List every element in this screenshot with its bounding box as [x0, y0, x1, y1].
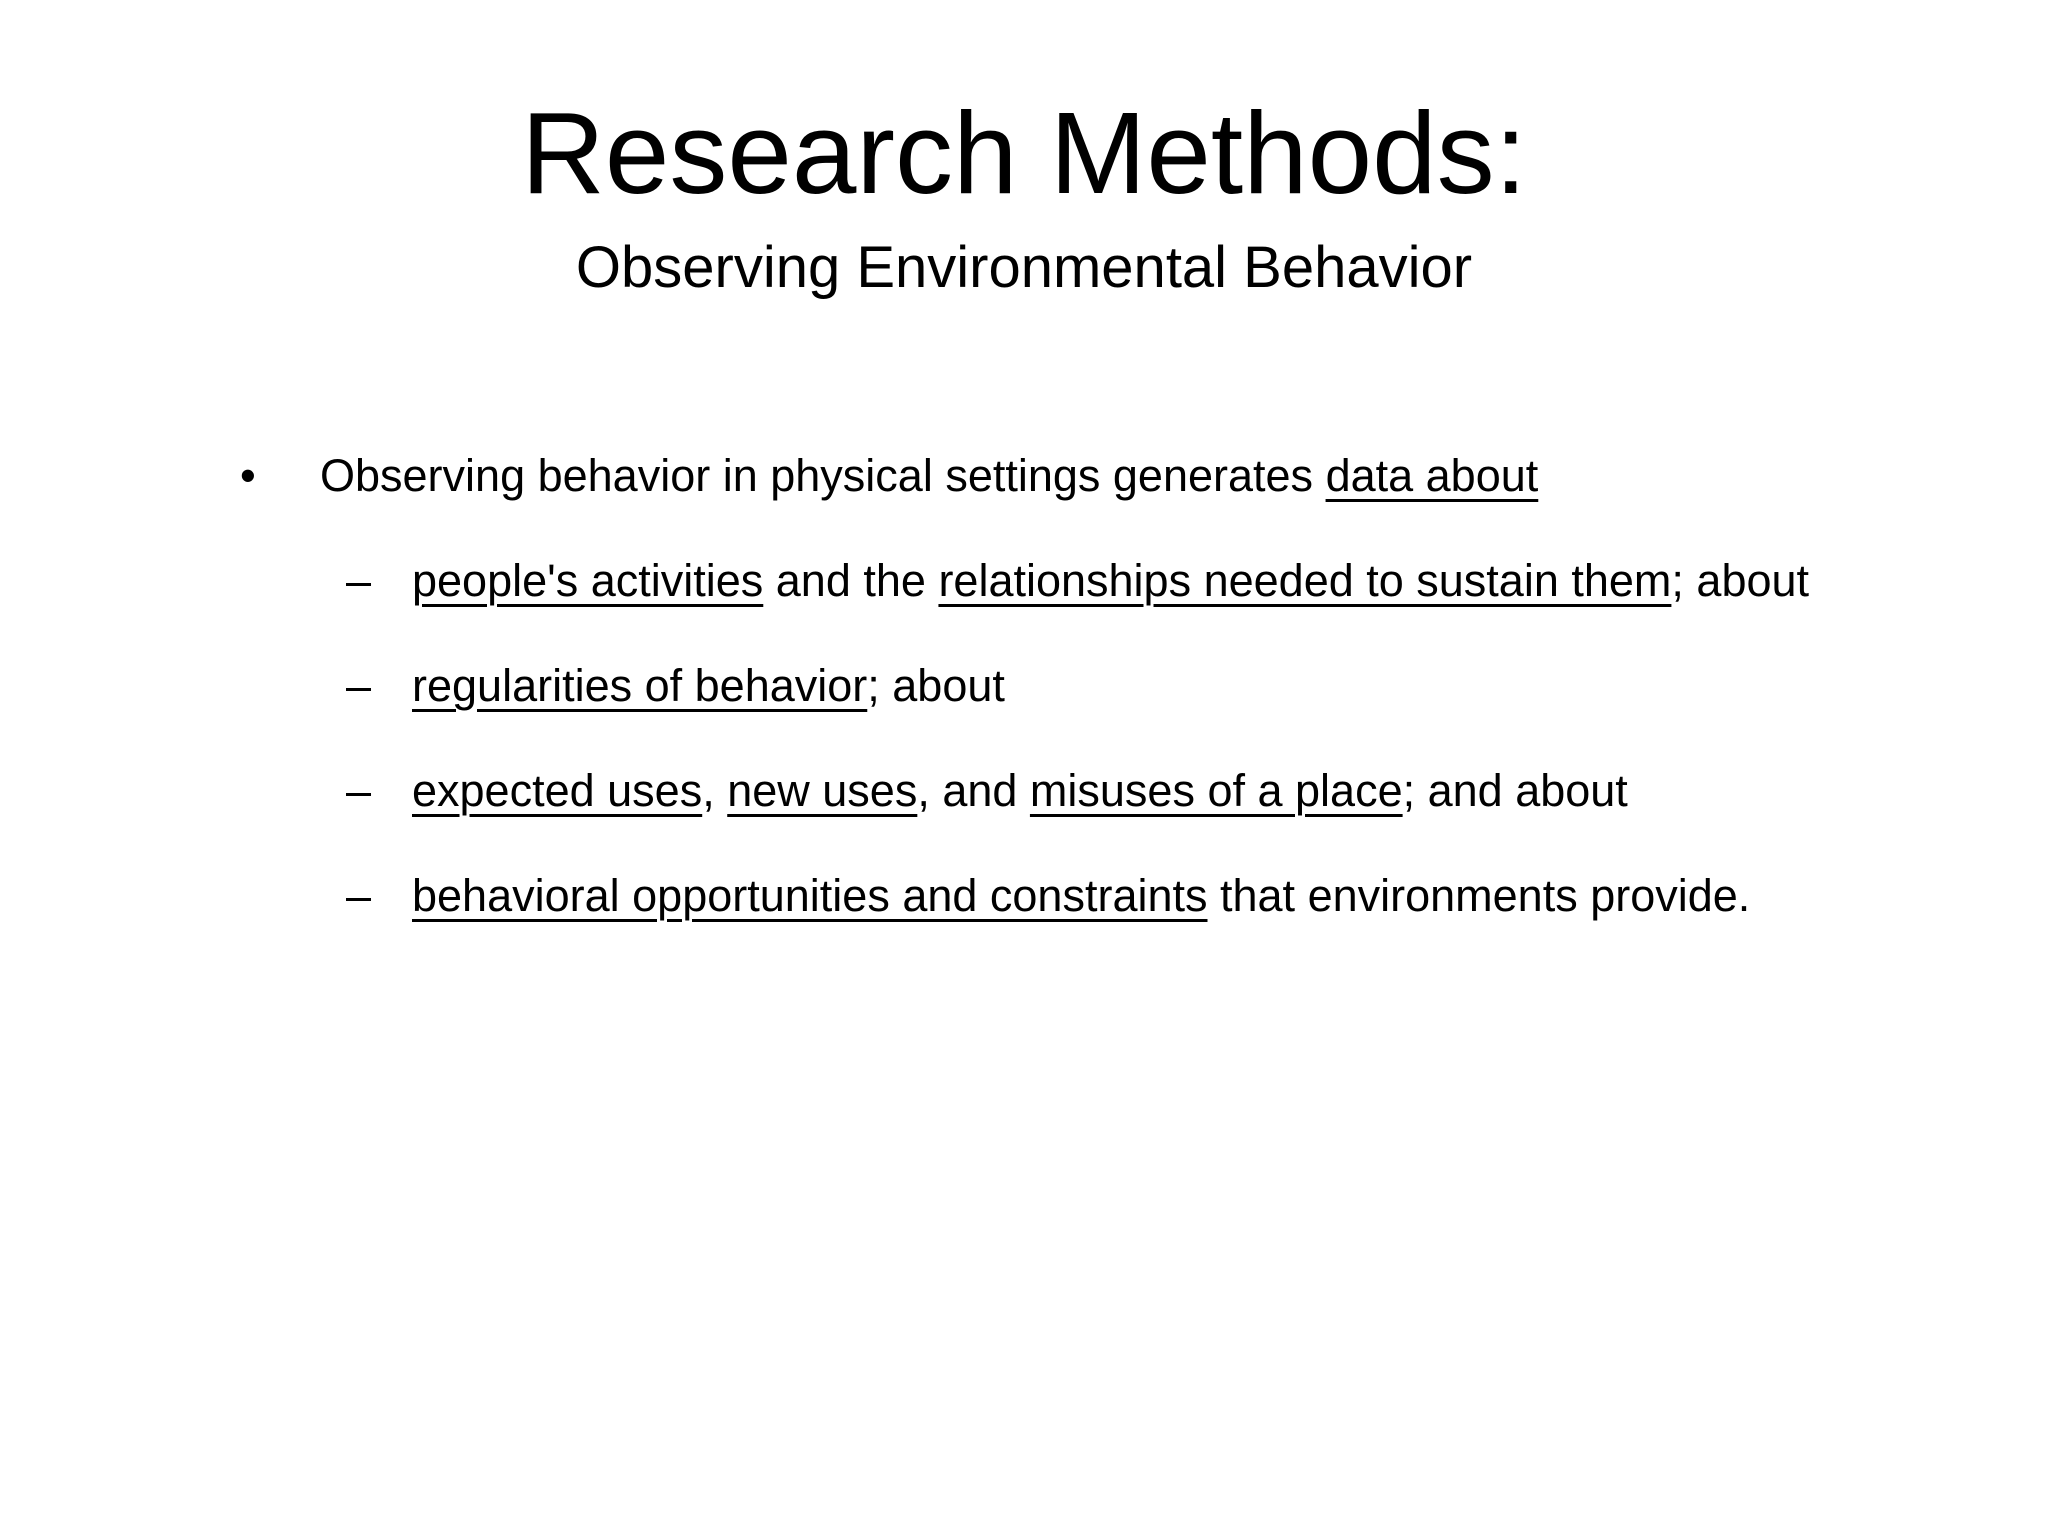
slide-subtitle: Observing Environmental Behavior: [575, 235, 1473, 300]
slide-title: Research Methods:: [521, 88, 1527, 218]
subitem-text-underlined: misuses of a place: [1029, 765, 1403, 816]
subitem-text: ; about: [867, 660, 1005, 711]
subitem-text-underlined: new uses: [727, 765, 918, 816]
subitem-text-underlined: relationships needed to sustain them: [938, 555, 1672, 606]
bullet-item: [320, 446, 1538, 506]
bullet-marker: •: [240, 450, 256, 501]
subitem-text-underlined: behavioral opportunities and constraints: [412, 870, 1208, 921]
subitem-marker: –: [346, 555, 372, 606]
subitem-text-underlined: regularities of behavior: [412, 660, 868, 711]
subitem: [412, 656, 1005, 716]
subitem-text: ,: [702, 765, 728, 816]
subitem-marker: –: [346, 765, 372, 816]
subitem: [412, 551, 1809, 611]
subitem: [412, 761, 1628, 821]
bullet-text: Observing behavior in physical settings generates: [320, 450, 1326, 501]
subitem-text: and the: [763, 555, 939, 606]
subitem-text: , and: [917, 765, 1030, 816]
subitem-text: that environments provide.: [1207, 870, 1751, 921]
subitem-text-underlined: people's activities: [412, 555, 764, 606]
subitem-text-underlined: expected uses: [412, 765, 703, 816]
subitem-text: ; and about: [1402, 765, 1628, 816]
bullet-text-underlined: data about: [1325, 450, 1539, 501]
subitem: [412, 866, 1750, 926]
subitem-marker: –: [346, 660, 372, 711]
subitem-text: ; about: [1671, 555, 1810, 606]
subitem-marker: –: [346, 870, 372, 921]
